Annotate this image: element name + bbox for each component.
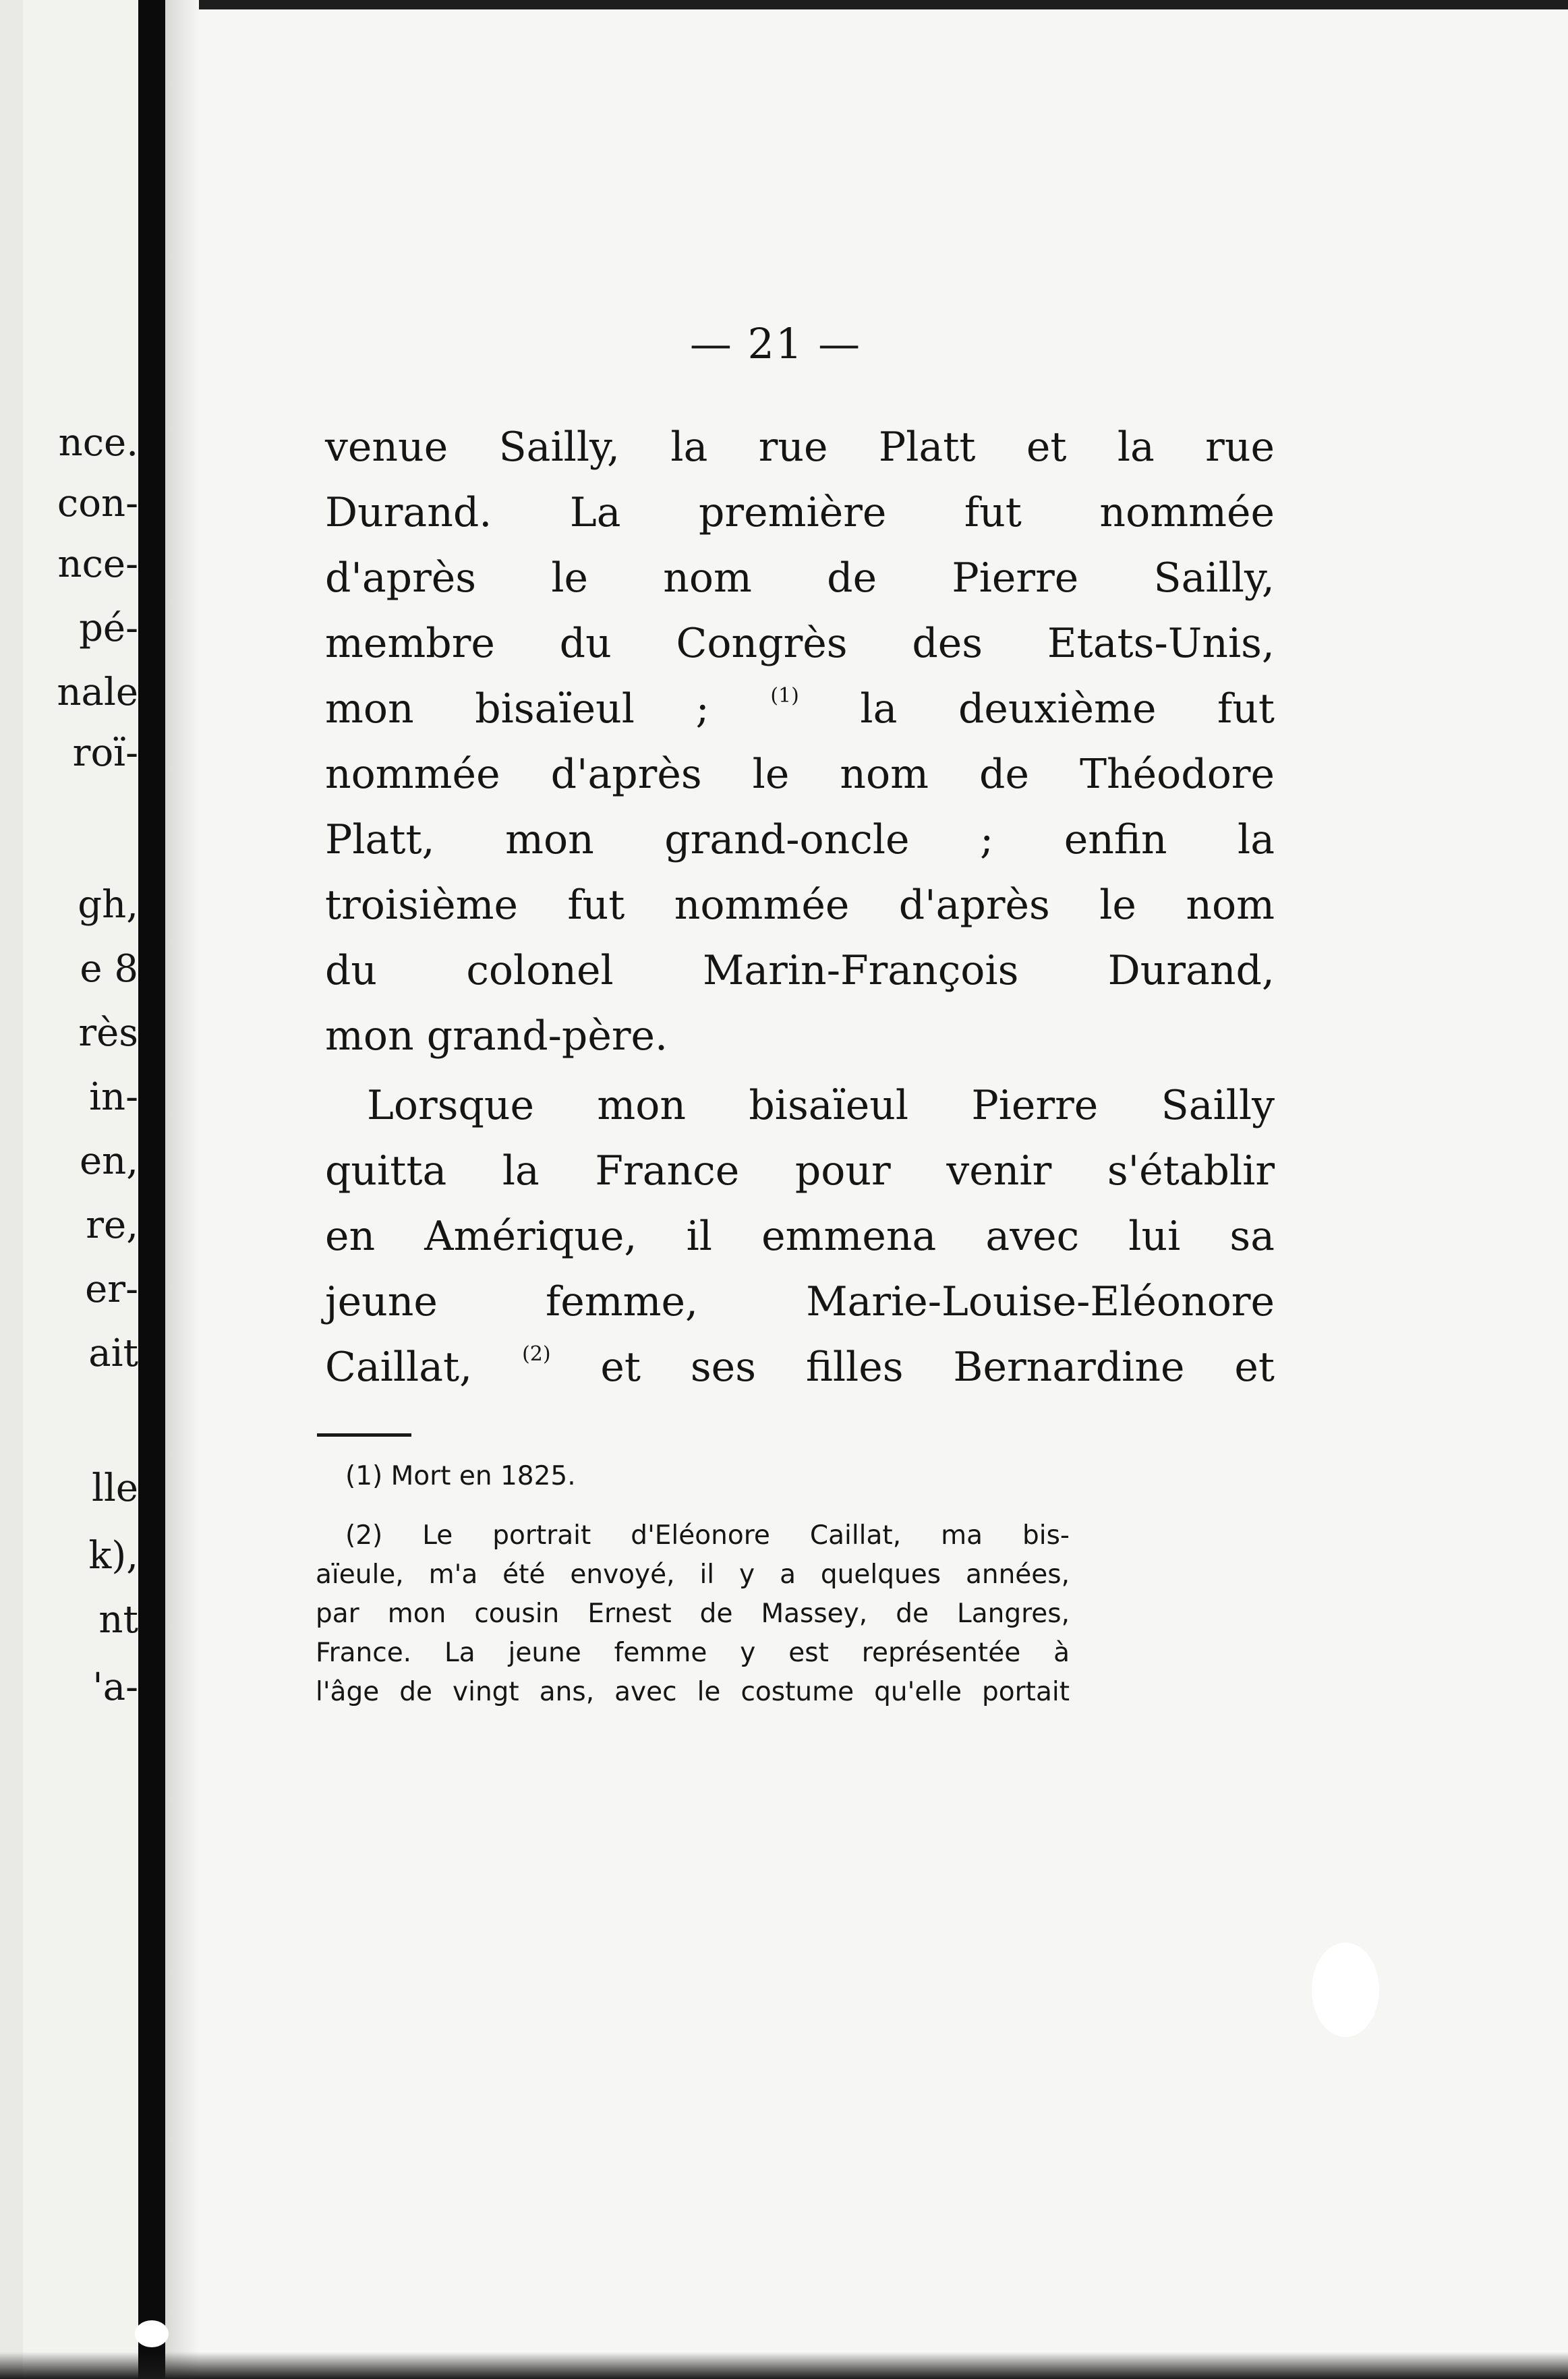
- text-fragment: Caillat,: [325, 1344, 473, 1391]
- footnote-2-line: aïeule, m'a été envoyé, il y a quelques années,: [316, 1559, 1070, 1590]
- body-text: [325, 415, 1275, 1400]
- footnote-2-line: par mon cousin Ernest de Massey, de Langres,: [316, 1599, 1070, 1629]
- left-fragment: er-: [85, 1267, 138, 1311]
- text-line: Lorsque mon bisaïeul Pierre Sailly: [367, 1082, 1275, 1129]
- left-fragment: roï-: [72, 731, 138, 775]
- paper-blemish: [135, 2320, 169, 2347]
- left-fragment: nale: [57, 670, 138, 714]
- footnote-2-line: France. La jeune femme y est représentée à: [316, 1638, 1070, 1668]
- footnote-marker-1: (1): [770, 684, 799, 708]
- left-fragment: e 8: [80, 947, 138, 991]
- left-fragment: nt: [98, 1598, 138, 1642]
- text-line: du colonel Marin-François Durand,: [325, 947, 1275, 994]
- left-fragment: gh,: [78, 883, 138, 927]
- text-line: membre du Congrès des Etats-Unis,: [325, 620, 1275, 667]
- book-gutter: [138, 0, 165, 2379]
- footnote-1: (1) Mort en 1825.: [345, 1461, 576, 1491]
- footnote-marker-2: (2): [522, 1342, 551, 1366]
- left-fragment: nce.: [58, 421, 138, 465]
- text-line: [325, 1335, 1275, 1400]
- text-line: d'après le nom de Pierre Sailly,: [325, 554, 1275, 602]
- left-fragment: con-: [57, 482, 138, 525]
- text-line: mon grand-père.: [325, 1012, 668, 1060]
- footnote-2-line: l'âge de vingt ans, avec le costume qu'elle portait: [316, 1677, 1070, 1707]
- text-line: Durand. La première fut nommée: [325, 489, 1275, 536]
- left-fragment: in-: [89, 1075, 138, 1119]
- paper-blemish: [1312, 1943, 1379, 2037]
- footnote-rule: [317, 1433, 411, 1437]
- left-fragment: k),: [88, 1534, 138, 1578]
- bottom-scan-edge: [0, 2352, 1568, 2379]
- text-line: en Amérique, il emmena avec lui sa: [325, 1213, 1275, 1260]
- left-fragment: en,: [79, 1139, 138, 1183]
- left-fragment: ait: [88, 1331, 138, 1375]
- text-fragment: la deuxième fut: [860, 685, 1275, 733]
- left-fragment: 'a-: [92, 1665, 138, 1709]
- text-line: nommée d'après le nom de Théodore: [325, 751, 1275, 798]
- left-fragment: re,: [86, 1203, 138, 1247]
- left-fragment: rès: [78, 1011, 138, 1055]
- text-line: [325, 677, 1275, 742]
- footnote-2-line: (2) Le portrait d'Eléonore Caillat, ma bis-: [345, 1520, 1070, 1551]
- text-fragment: et ses filles Bernardine et: [600, 1344, 1275, 1391]
- text-line: troisième fut nommée d'après le nom: [325, 882, 1275, 929]
- text-fragment: mon bisaïeul ;: [325, 685, 709, 733]
- page-number: — 21 —: [689, 319, 862, 368]
- text-line: venue Sailly, la rue Platt et la rue: [325, 424, 1275, 471]
- text-line: jeune femme, Marie-Louise-Eléonore: [325, 1278, 1275, 1325]
- text-line: Platt, mon grand-oncle ; enfin la: [325, 816, 1275, 863]
- left-page-fragments: [3, 0, 138, 2379]
- footnotes: [316, 1457, 1070, 1712]
- gutter-shadow: [165, 0, 199, 2379]
- left-fragment: pé-: [79, 606, 138, 650]
- left-fragment: lle: [92, 1466, 138, 1510]
- text-line: quitta la France pour venir s'établir: [325, 1147, 1275, 1195]
- left-fragment: nce-: [57, 542, 138, 586]
- left-facing-page: [0, 0, 138, 2379]
